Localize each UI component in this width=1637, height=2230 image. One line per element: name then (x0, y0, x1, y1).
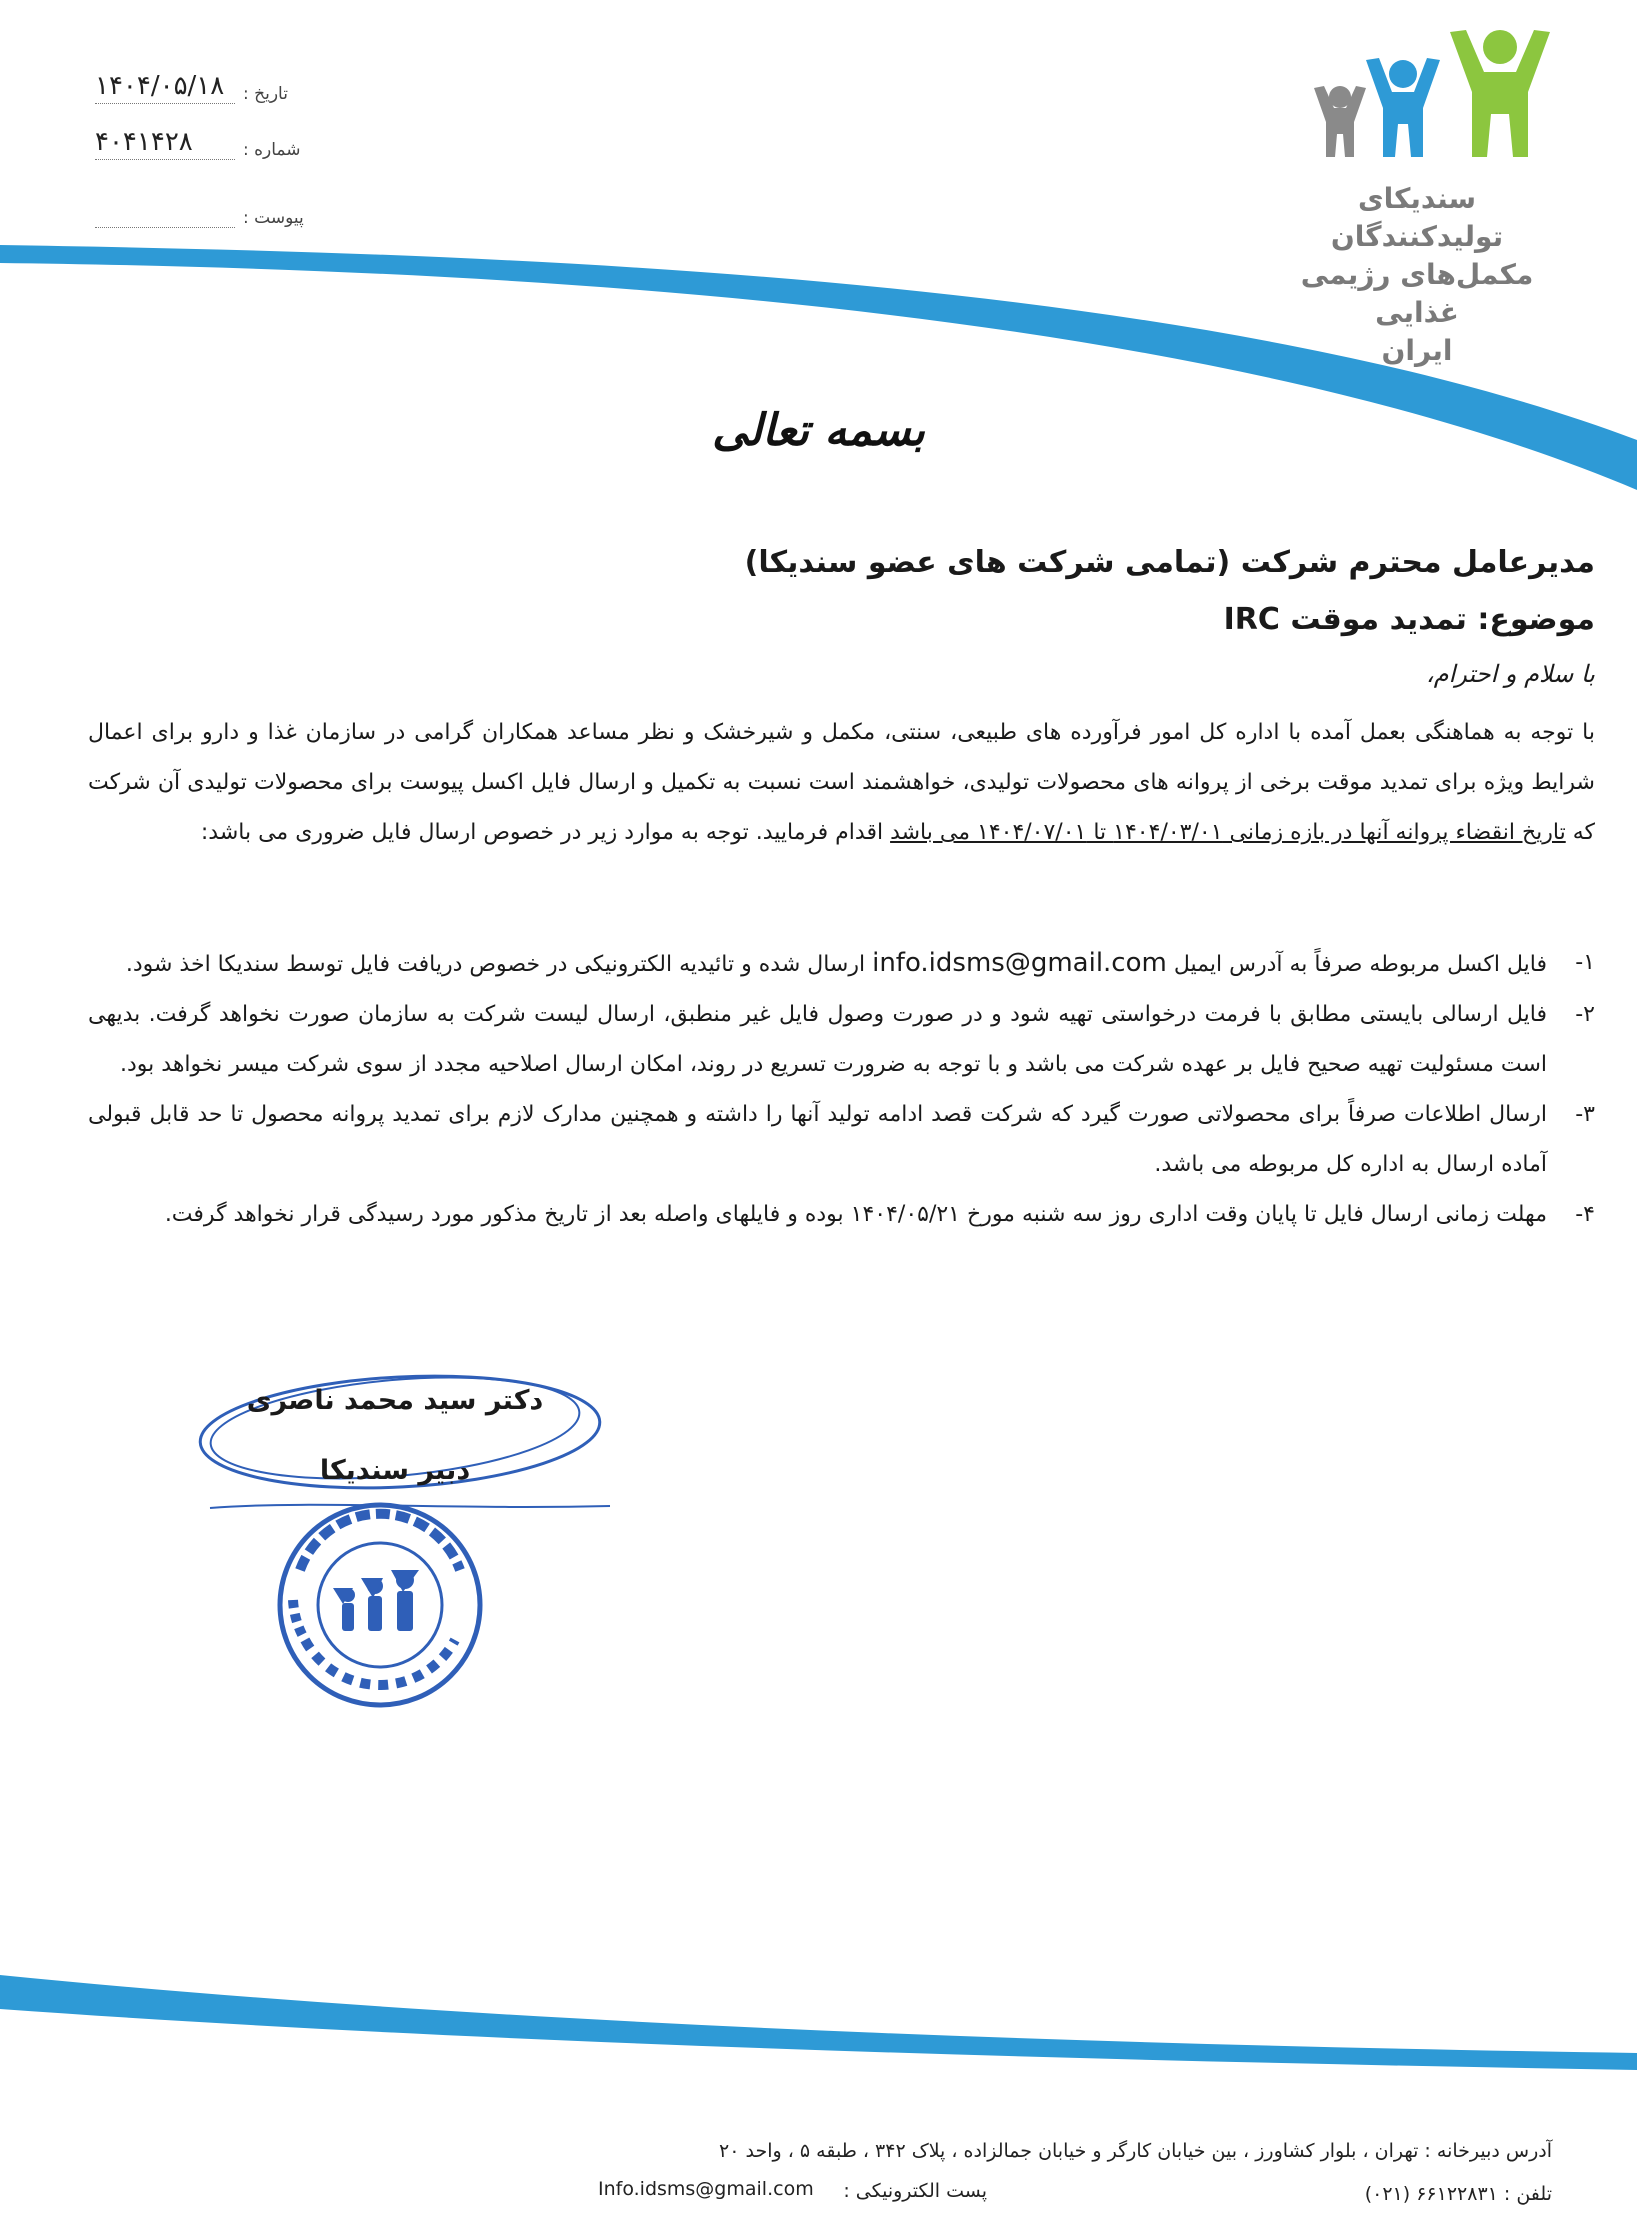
footer-email-label: پست الکترونیکی : (843, 2180, 987, 2202)
signatory-title: دبیر سندیکا (319, 1455, 471, 1486)
addressee: مدیرعامل محترم شرکت (تمامی شرکت های عضو سندیکا) (744, 545, 1595, 580)
footer-band (0, 1975, 1637, 2085)
number-label: شماره : (243, 140, 301, 160)
handwritten-signature (190, 1360, 630, 1520)
logo-line-1: سندیکای تولیدکنندگان (1330, 182, 1504, 253)
logo-line-2: مکمل‌های رژیمی غذایی (1300, 258, 1534, 329)
date-row (95, 68, 310, 104)
intro-underlined: تاریخ انقضاء پروانه آنها در بازه زمانی ۱۴۰۴/۰۳/۰۱ تا ۱۴۰۴/۰۷/۰۱ می باشد (890, 820, 1566, 845)
basmala: بسمه تعالی (712, 405, 925, 456)
list-text: ارسال اطلاعات صرفاً برای محصولاتی صورت گیرد که شرکت قصد ادامه تولید آنها را داشته و همچنین مدارک لازم برای تمدید پروانه محصول تا حد قابل قبولی آماده ارسال به اداره کل مربوطه می باشد. (88, 1102, 1547, 1177)
number-row (95, 124, 310, 160)
syndicate-logo (1300, 22, 1580, 172)
list-item (88, 1190, 1595, 1240)
item-1-after: ارسال شده و تائیدیه الکترونیکی در خصوص دریافت فایل توسط سندیکا اخذ شود. (125, 952, 866, 977)
date-label: تاریخ : (243, 84, 288, 104)
signatory-name: دکتر سید محمد ناصری (246, 1385, 544, 1416)
list-number: ۱- (1575, 950, 1595, 975)
logo-figure-grey (1314, 86, 1366, 157)
intro-text-1: با توجه به هماهنگی بعمل آمده با اداره کل امور فرآورده های طبیعی، سنتی، مکمل و شیرخشک و نظر مساعد همکاران گرامی در سازمان غذا و دارو برای اعمال شرایط ویژه برای تمدید موقت برخی از پروانه های محصولات تولیدی، خواهشمند است نسبت به تکمیل و ارسال فایل اکسل پیوست برای محصولات تولیدی آن شرکت که (88, 720, 1595, 845)
logo-figure-green (1450, 30, 1550, 157)
greeting: با سلام و احترام، (1425, 660, 1595, 688)
list-item (88, 1090, 1595, 1190)
list-number: ۴- (1575, 1202, 1595, 1227)
item-1-before: فایل اکسل مربوطه صرفاً به آدرس ایمیل (1173, 952, 1547, 977)
list-number: ۳- (1575, 1102, 1595, 1127)
footer-email: Info.idsms@gmail.com (598, 2178, 814, 2200)
logo-figure-blue (1366, 58, 1440, 157)
attachment-value (95, 201, 235, 228)
footer-phone: تلفن : ۶۶۱۲۲۸۳۱ (۰۲۱) (1364, 2183, 1552, 2205)
list-text (88, 938, 1547, 990)
footer-address: آدرس دبیرخانه : تهران ، بلوار کشاورز ، بین خیابان کارگر و خیابان جمالزاده ، پلاک ۳۴۲ ، طبقه ۵ ، واحد ۲۰ (719, 2140, 1552, 2162)
attachment-row (95, 192, 310, 228)
subject: موضوع: تمدید موقت IRC (1223, 602, 1595, 637)
list-item (88, 938, 1595, 990)
list-text: مهلت زمانی ارسال فایل تا پایان وقت اداری روز سه شنبه مورخ ۱۴۰۴/۰۵/۲۱ بوده و فایلهای واصله بعد از تاریخ مذکور مورد رسیدگی قرار نخواهد گرفت. (164, 1202, 1547, 1227)
attachment-label: پیوست : (243, 208, 304, 228)
intro-text-2: اقدام فرمایید. توجه به موارد زیر در خصوص ارسال فایل ضروری می باشد: (200, 820, 884, 845)
list-item (88, 990, 1595, 1090)
official-stamp (275, 1500, 485, 1710)
date-value: ۱۴۰۴/۰۵/۱۸ (95, 71, 235, 104)
intro-paragraph (88, 708, 1595, 858)
list-number: ۲- (1575, 1002, 1595, 1027)
item-1-email: info.idsms@gmail.com (872, 948, 1167, 978)
list-text: فایل ارسالی بایستی مطابق با فرمت درخواستی تهیه شود و در صورت وصول فایل غیر منطبق، ارسال لیست شرکت به سازمان صورت نخواهد گرفت. بدیهی است مسئولیت تهیه صحیح فایل بر عهده شرکت می باشد و با توجه به ضرورت تسریع در روند، امکان ارسال اصلاحیه مجدد از سوی شرکت میسر نخواهد بود. (88, 1002, 1547, 1077)
number-value: ۴۰۴۱۴۲۸ (95, 127, 235, 160)
logo-line-3: ایران (1381, 334, 1453, 367)
header-band (0, 235, 1637, 495)
requirements-list (88, 938, 1595, 1240)
